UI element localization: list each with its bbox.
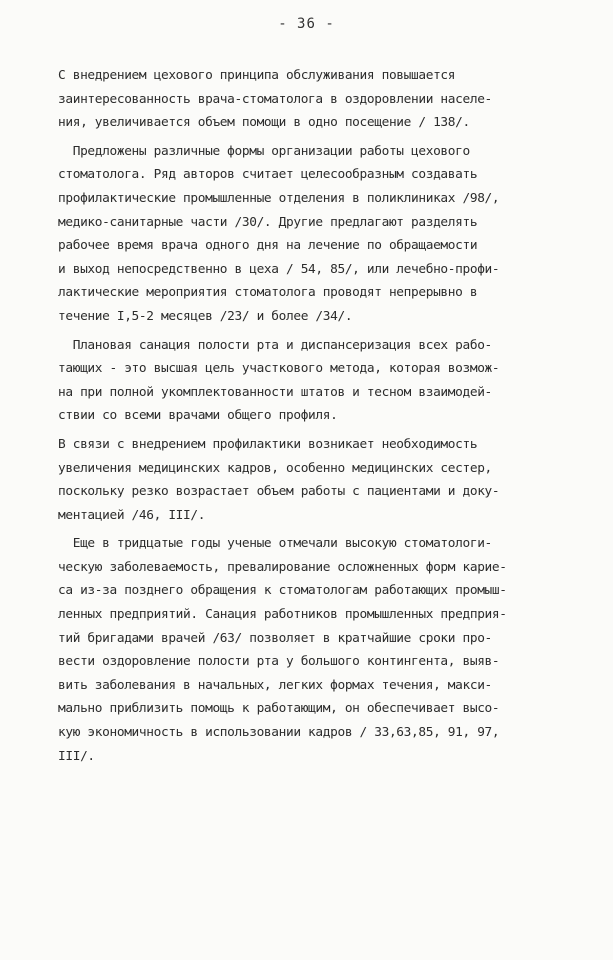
text-line: Плановая санация полости рта и диспансеризация всех рабо- <box>58 337 492 353</box>
text-line: поскольку резко возрастает объем работы с пациентами и доку- <box>58 484 500 500</box>
text-line: течение I,5-2 месяцев /23/ и более /34/. <box>58 308 353 324</box>
text-line: и выход непосредственно в цеха / 54, 85/, или лечебно-профи- <box>58 261 500 277</box>
text-line: тающих - это высшая цель участкового метода, которая возмож- <box>58 361 500 377</box>
text-line: стоматолога. Ряд авторов считает целесообразным создавать <box>58 167 478 183</box>
text-line: ческую заболеваемость, превалирование осложненных форм карие- <box>58 559 507 575</box>
text-line: В связи с внедрением профилактики возникает необходимость <box>58 436 478 452</box>
text-line: рабочее время врача одного дня на лечение по обращаемости <box>58 238 478 254</box>
text-line: вести оздоровление полости рта у большого контингента, выяв- <box>58 654 500 670</box>
page-number: - 36 - <box>278 16 335 32</box>
text-line: лактические мероприятия стоматолога проводят непрерывно в <box>58 285 478 301</box>
text-line: са из-за позднего обращения к стоматологам работающих промыш- <box>58 583 507 599</box>
text-line: ментацией /46, III/. <box>58 507 206 523</box>
text-line: медико-санитарные части /30/. Другие предлагают разделять <box>58 214 478 230</box>
text-line: заинтересованность врача-стоматолога в оздоровлении населе- <box>58 91 492 107</box>
text-line: Предложены различные формы организации работы цехового <box>58 143 470 159</box>
text-line: профилактические промышленные отделения в поликлиниках /98/, <box>58 190 500 206</box>
text-line: мально приблизить помощь к работающим, он обеспечивает высо- <box>58 701 500 717</box>
text-line: С внедрением цехового принципа обслуживания повышается <box>58 68 456 83</box>
text-line: увеличения медицинских кадров, особенно медицинских сестер, <box>58 460 492 476</box>
text-line: на при полной укомплектованности штатов и тесном взаимодей- <box>58 384 492 400</box>
text-line: ния, увеличивается объем помощи в одно посещение / 138/. <box>58 115 470 131</box>
body-text <box>58 64 558 768</box>
text-line: ствии со всеми врачами общего профиля. <box>58 408 338 424</box>
text-line: ленных предприятий. Санация работников промышленных предприя- <box>58 607 507 623</box>
text-line: кую экономичность в использовании кадров / 33,63,85, 91, 97, <box>58 725 500 741</box>
text-line: тий бригадами врачей /63/ позволяет в кратчайшие сроки про- <box>58 630 492 646</box>
text-line: III/. <box>58 748 95 764</box>
text-line: Еще в тридцатые годы ученые отмечали высокую стоматологи- <box>58 536 492 552</box>
text-line: вить заболевания в начальных, легких формах течения, макси- <box>58 677 492 693</box>
